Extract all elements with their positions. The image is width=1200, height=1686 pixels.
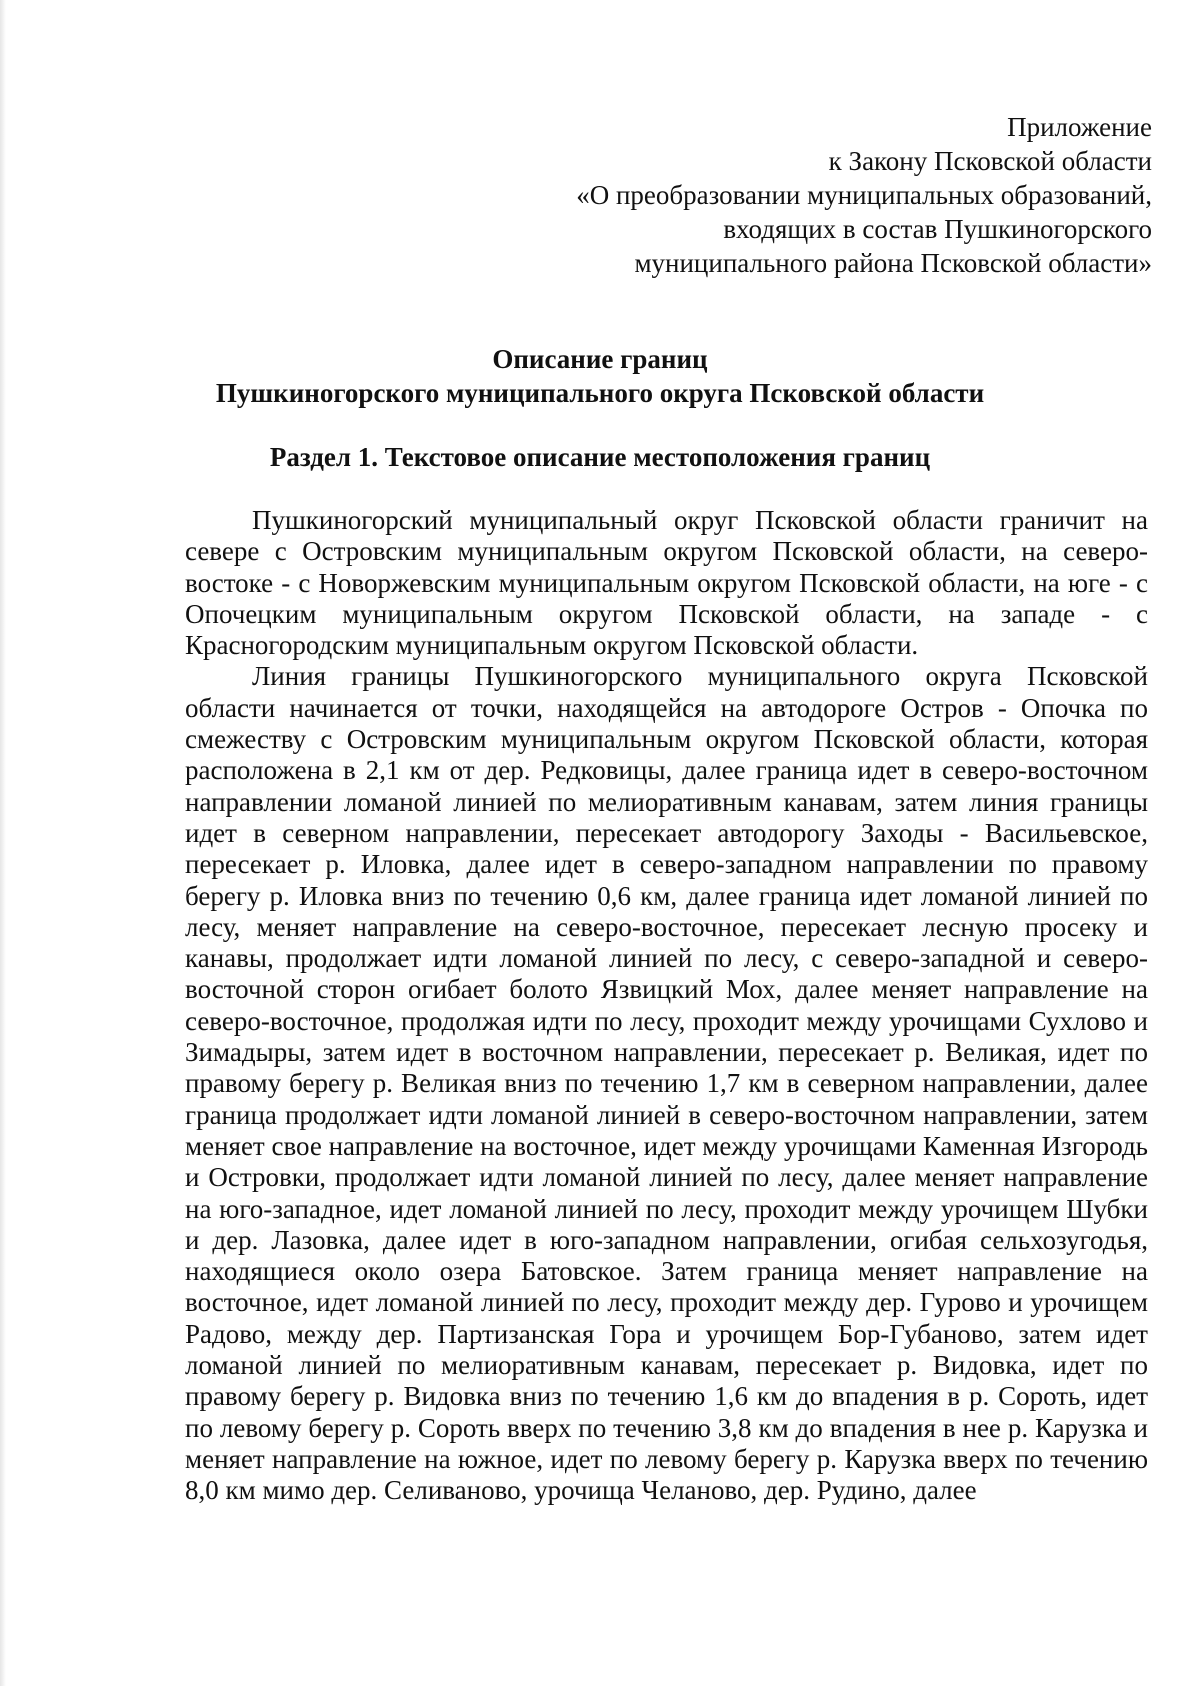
appendix-line: входящих в состав Пушкиногорского [723, 214, 1152, 244]
title-line-1: Описание границ [492, 344, 708, 374]
title-line-2: Пушкиногорского муниципального округа Псковской области [215, 378, 985, 408]
section-title: Раздел 1. Текстовое описание местоположения границ [269, 442, 931, 472]
appendix-note [576, 110, 1152, 280]
paragraph: Пушкиногорский муниципальный округ Псковской области граничит на севере с Островским муниципальным округом Псковской области, на северо-востоке - с Новоржевским муниципальным округом Псковской области, на юге - с Опочецким муниципальным округом Псковской области, на западе - с Красногородским муниципальным округом Псковской области. [185, 505, 1148, 661]
appendix-line: Приложение [1007, 112, 1152, 142]
appendix-line: к Закону Псковской области [828, 146, 1152, 176]
scan-edge [0, 0, 6, 1686]
paragraph: Линия границы Пушкиногорского муниципального округа Псковской области начинается от точки, находящейся на автодороге Остров - Опочка по смежеству с Островским муниципальным округом Псковской области, которая расположена в 2,1 км от дер. Редковицы, далее граница идет в северо-восточном направлении ломаной линией по мелиоративным канавам, затем линия границы идет в северном направлении, пересекает автодорогу Заходы - Васильевское, пересекает р. Иловка, далее идет в северо-западном направлении по правому берегу р. Иловка вниз по течению 0,6 км, далее граница идет ломаной линией по лесу, меняет направление на северо-восточное, пересекает лесную просеку и канавы, продолжает идти ломаной линией по лесу, с северо-западной и северо-восточной сторон огибает болото Язвицкий Мох, далее меняет направление на северо-восточное, продолжая идти по лесу, проходит между урочищами Сухлово и Зимадыры, затем идет в восточном направлении, пересекает р. Великая, идет по правому берегу р. Великая вниз по течению 1,7 км в северном направлении, далее граница продолжает идти ломаной линией в северо-восточном направлении, затем меняет свое направление на восточное, идет между урочищами Каменная Изгородь и Островки, продолжает идти ломаной линией по лесу, далее меняет направление на юго-западное, идет ломаной линией по лесу, проходит между урочищем Шубки и дер. Лазовка, далее идет в юго-западном направлении, огибая сельхозугодья, находящиеся около озера Батовское. Затем граница меняет направление на восточное, идет ломаной линией по лесу, проходит между дер. Гурово и урочищем Радово, между дер. Партизанская Гора и урочищем Бор-Губаново, затем идет ломаной линией по мелиоративным канавам, пересекает р. Видовка, идет по правому берегу р. Видовка вниз по течению 1,6 км до впадения в р. Сороть, идет по левому берегу р. Сороть вверх по течению 3,8 км до впадения в нее р. Карузка и меняет направление на южное, идет по левому берегу р. Карузка вверх по течению 8,0 км мимо дер. Селиваново, урочища Челаново, дер. Рудино, далее [185, 661, 1148, 1506]
body-text [185, 505, 1148, 1507]
document-title [0, 342, 1200, 410]
appendix-line: «О преобразовании муниципальных образований, [576, 180, 1152, 210]
appendix-line: муниципального района Псковской области» [634, 248, 1152, 278]
